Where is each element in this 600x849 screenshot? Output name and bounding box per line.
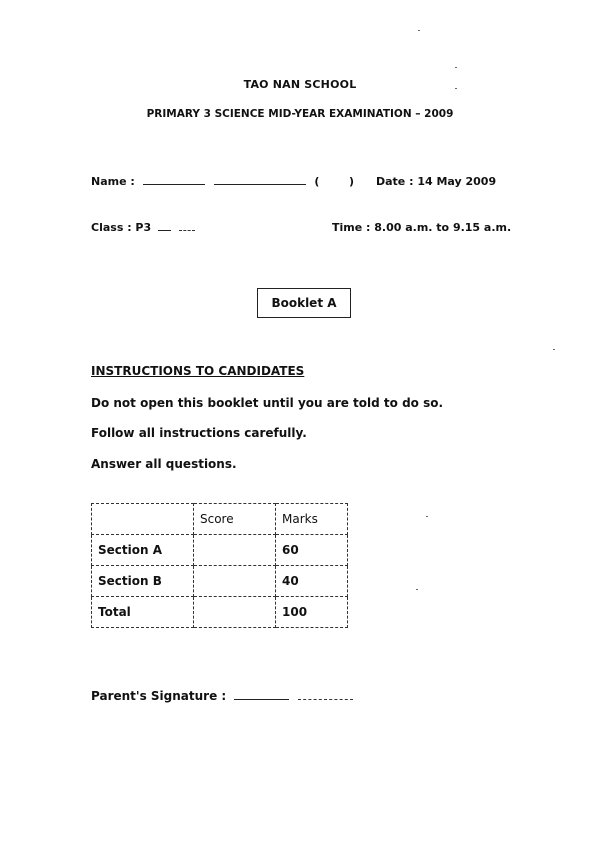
class-row <box>91 221 195 234</box>
marks-cell: 40 <box>276 566 348 597</box>
table-header-marks: Marks <box>276 504 348 535</box>
section-name: Section B <box>92 566 194 597</box>
table-header-score: Score <box>194 504 276 535</box>
booklet-label: Booklet A <box>271 296 337 310</box>
marks-cell: 60 <box>276 535 348 566</box>
index-paren-close: ) <box>349 175 355 188</box>
class-blank-2[interactable] <box>179 230 195 231</box>
score-table <box>91 503 348 628</box>
table-row <box>92 535 348 566</box>
booklet-label-box <box>257 288 351 318</box>
signature-row <box>91 689 353 703</box>
marks-cell: 100 <box>276 597 348 628</box>
name-label: Name : <box>91 175 135 188</box>
scan-speck <box>416 589 418 590</box>
name-blank-1[interactable] <box>143 184 205 185</box>
scan-speck <box>455 88 457 89</box>
exam-time: Time : 8.00 a.m. to 9.15 a.m. <box>332 221 512 234</box>
school-name: TAO NAN SCHOOL <box>243 78 357 91</box>
table-header-blank <box>92 504 194 535</box>
index-paren-open: ( <box>314 175 320 188</box>
exam-date: Date : 14 May 2009 <box>376 175 497 188</box>
exam-title: PRIMARY 3 SCIENCE MID-YEAR EXAMINATION – 2009 <box>146 108 454 120</box>
section-name: Total <box>92 597 194 628</box>
instruction-line-3: Answer all questions. <box>91 457 237 471</box>
score-cell[interactable] <box>194 597 276 628</box>
score-cell[interactable] <box>194 535 276 566</box>
scan-speck <box>426 516 428 517</box>
signature-blank-2[interactable] <box>298 699 353 700</box>
score-cell[interactable] <box>194 566 276 597</box>
name-blank-2[interactable] <box>214 184 306 185</box>
instruction-line-1: Do not open this booklet until you are told to do so. <box>91 396 444 410</box>
table-header-row <box>92 504 348 535</box>
section-name: Section A <box>92 535 194 566</box>
signature-blank-1[interactable] <box>234 699 289 700</box>
signature-label: Parent's Signature : <box>91 689 227 703</box>
instruction-line-2: Follow all instructions carefully. <box>91 426 307 440</box>
name-row <box>91 175 354 188</box>
class-blank-1[interactable] <box>158 230 171 231</box>
instructions-title: INSTRUCTIONS TO CANDIDATES <box>91 364 305 378</box>
class-label: Class : P3 <box>91 221 152 234</box>
table-row <box>92 566 348 597</box>
scan-speck <box>418 30 420 31</box>
scan-speck <box>553 349 555 350</box>
scan-speck <box>455 67 457 68</box>
table-row <box>92 597 348 628</box>
